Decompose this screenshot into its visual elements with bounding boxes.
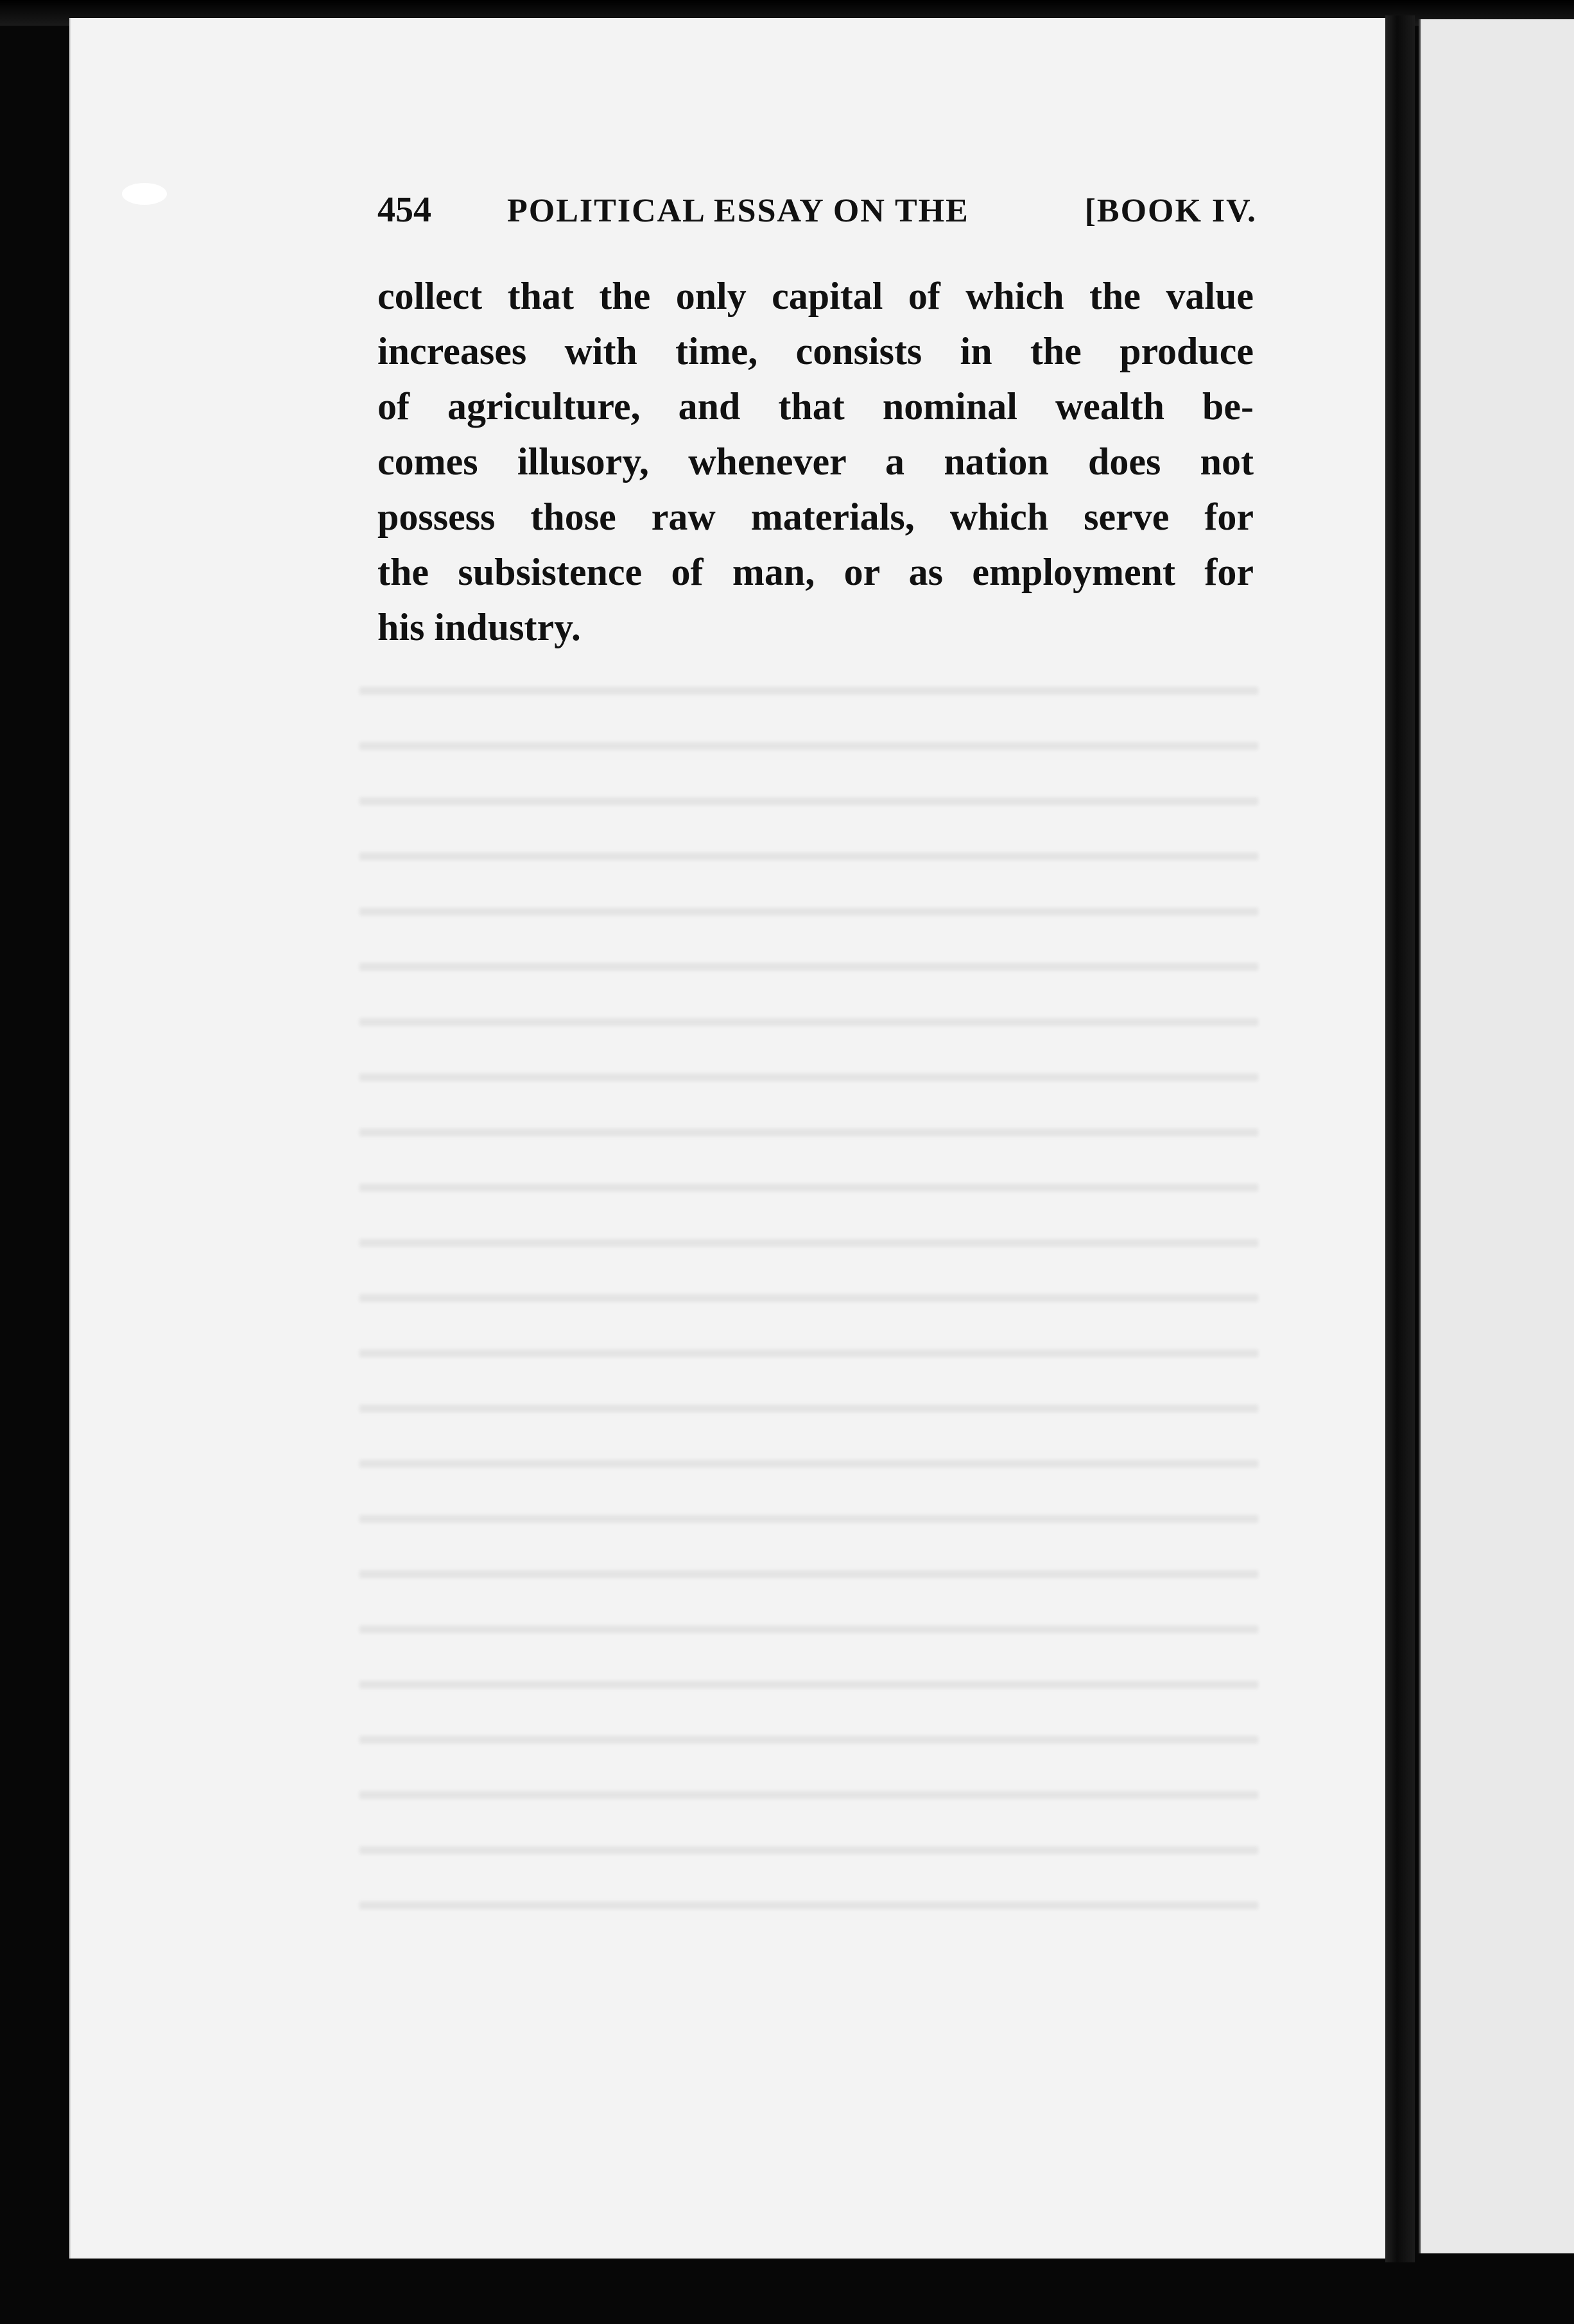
running-head bbox=[307, 189, 1257, 234]
text-line: increases with time, consists in the produce bbox=[377, 330, 1254, 372]
page-number: 454 bbox=[377, 190, 431, 230]
paper-speck bbox=[122, 183, 167, 205]
text-line: comes illusory, whenever a nation does not bbox=[377, 440, 1254, 483]
text-line: his industry. bbox=[377, 606, 581, 648]
text-line: possess those raw materials, which serve for bbox=[377, 496, 1254, 538]
bleed-through-text bbox=[359, 655, 1258, 1939]
text-line: collect that the only capital of which the value bbox=[377, 275, 1254, 317]
book-gutter bbox=[1385, 15, 1415, 2262]
text-line: of agriculture, and that nominal wealth be- bbox=[377, 385, 1254, 428]
facing-page-edge bbox=[1419, 19, 1574, 2253]
body-paragraph bbox=[377, 268, 1254, 655]
text-line: the subsistence of man, or as employment for bbox=[377, 551, 1254, 593]
book-label: [BOOK IV. bbox=[1084, 193, 1257, 229]
running-title: POLITICAL ESSAY ON THE bbox=[507, 193, 969, 229]
